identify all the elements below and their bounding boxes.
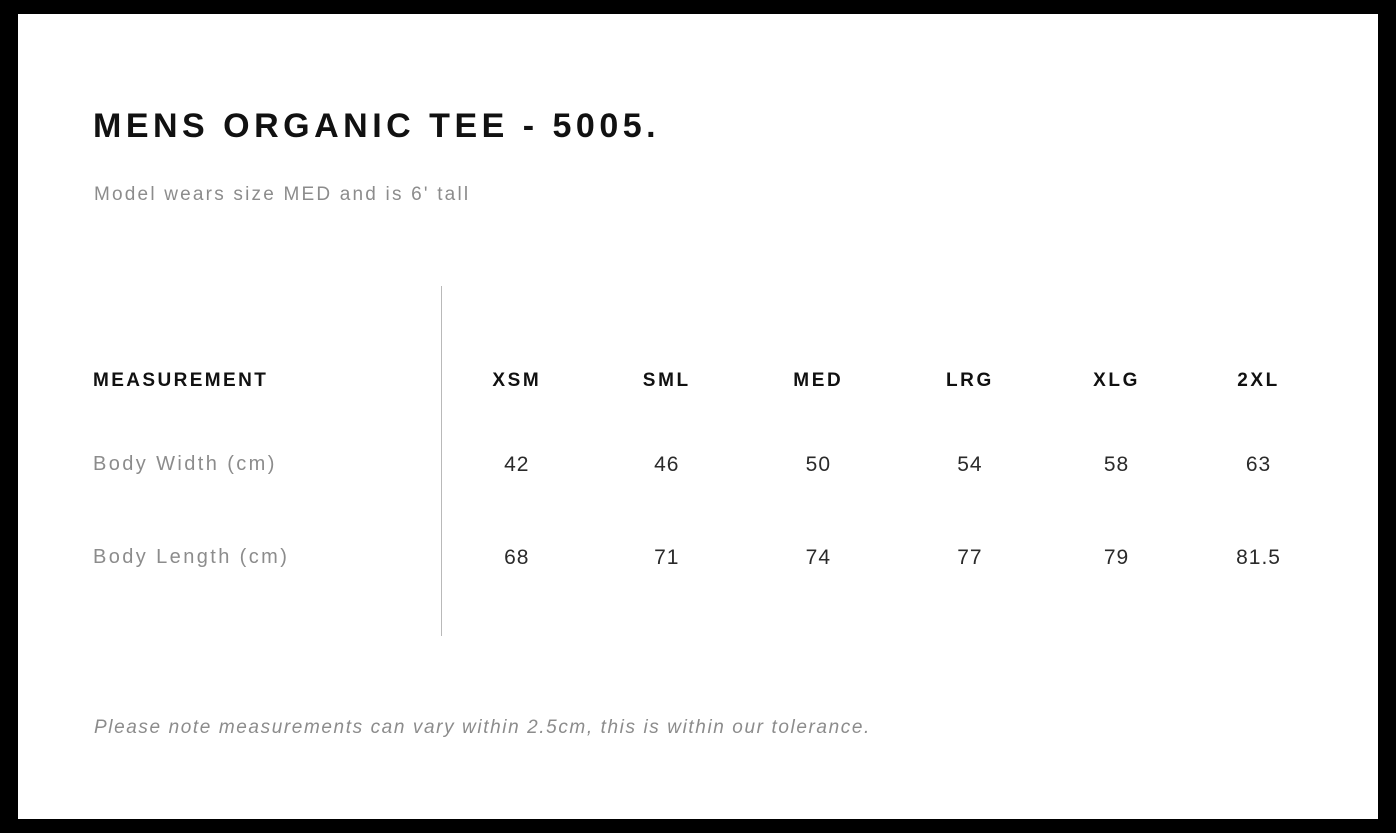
- row-label-body-length: Body Length (cm): [93, 546, 290, 568]
- cell-body-width-sml: 46: [654, 452, 680, 476]
- table-row: [93, 418, 1328, 511]
- size-chart-page: [18, 14, 1378, 819]
- column-header-measurement: MEASUREMENT: [93, 370, 269, 391]
- cell-body-length-xlg: 79: [1103, 545, 1130, 569]
- size-table: [93, 344, 1328, 604]
- table-row: [93, 511, 1328, 604]
- size-table-header: [93, 344, 1328, 418]
- cell-body-length-xsm: 68: [504, 545, 530, 569]
- cell-body-width-med: 50: [805, 452, 831, 476]
- size-chart-content: [18, 14, 1378, 819]
- cell-body-length-2xl: 81.5: [1236, 545, 1281, 569]
- model-info-subtitle: Model wears size MED and is 6' tall: [94, 184, 471, 205]
- size-table-body: [93, 418, 1328, 604]
- row-label-body-width: Body Width (cm): [93, 453, 277, 475]
- cell-body-length-sml: 71: [654, 545, 680, 569]
- cell-body-width-2xl: 63: [1245, 452, 1272, 476]
- column-header-med: MED: [793, 370, 844, 391]
- cell-body-width-lrg: 54: [957, 452, 983, 476]
- tolerance-note: Please note measurements can vary within 2.5cm, this is within our tolerance.: [94, 717, 871, 738]
- cell-body-length-med: 74: [805, 545, 831, 569]
- column-header-xsm: XSM: [492, 370, 542, 391]
- cell-body-width-xsm: 42: [504, 452, 530, 476]
- cell-body-length-lrg: 77: [957, 545, 983, 569]
- column-header-lrg: LRG: [945, 370, 994, 391]
- column-header-xlg: XLG: [1093, 370, 1140, 391]
- table-header-row: [93, 344, 1328, 418]
- column-header-sml: SML: [642, 370, 691, 391]
- page-title: MENS ORGANIC TEE - 5005.: [93, 107, 661, 145]
- cell-body-width-xlg: 58: [1103, 452, 1130, 476]
- column-header-2xl: 2XL: [1237, 370, 1280, 391]
